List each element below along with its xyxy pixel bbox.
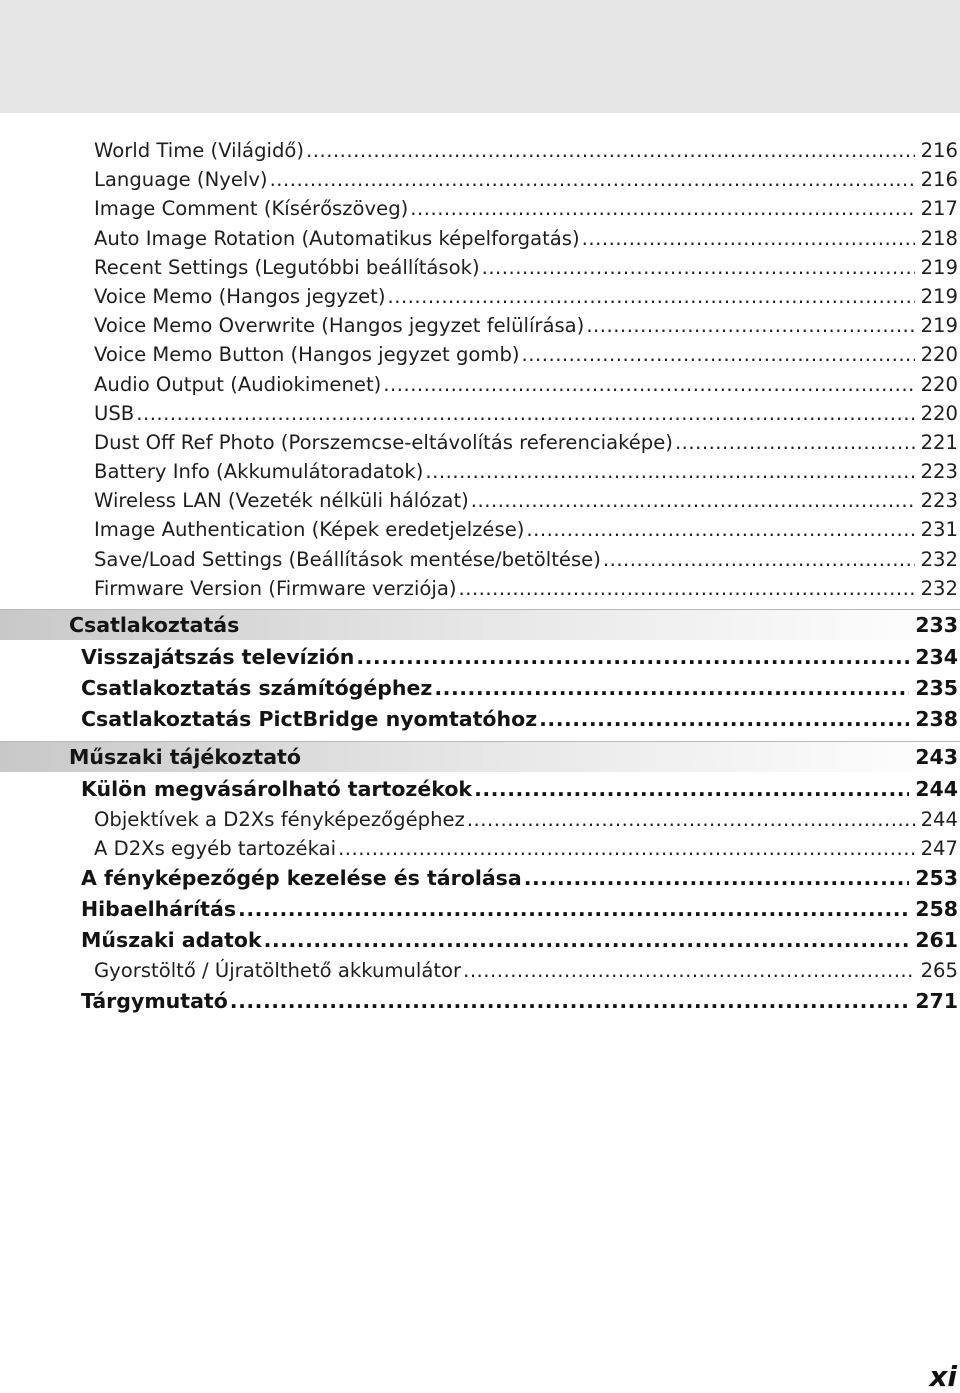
dot-leader [338, 834, 915, 863]
section-page-number: 243 [915, 745, 958, 769]
entry-title: Audio Output (Audiokimenet) [94, 372, 382, 396]
toc-entry-main[interactable] [0, 642, 960, 673]
toc-entry-sub[interactable] [0, 370, 960, 399]
toc-section-header[interactable] [0, 609, 960, 640]
dot-leader [539, 704, 909, 735]
section-page-number: 233 [915, 613, 958, 637]
toc-entry-sub[interactable] [0, 834, 960, 863]
entry-title: Voice Memo (Hangos jegyzet) [94, 284, 386, 308]
entry-title: Csatlakoztatás számítógéphez [81, 676, 433, 700]
entry-title: Language (Nyelv) [94, 168, 268, 192]
entry-page-number: 223 [920, 460, 958, 484]
page-header-band [0, 0, 960, 113]
entry-page-number: 219 [920, 314, 958, 338]
entry-page-number: 219 [920, 284, 958, 308]
dot-leader [463, 956, 915, 985]
entry-title: Auto Image Rotation (Automatikus képelforgatás) [94, 226, 580, 250]
toc-entry-sub[interactable] [0, 340, 960, 369]
entry-title: Firmware Version (Firmware verziója) [94, 576, 457, 600]
toc-entry-sub[interactable] [0, 282, 960, 311]
entry-title: Battery Info (Akkumulátoradatok) [94, 460, 424, 484]
entry-title: World Time (Világidő) [94, 139, 305, 162]
dot-leader [586, 311, 914, 340]
dot-leader [459, 574, 915, 603]
table-of-contents [0, 136, 960, 1017]
toc-entry-sub[interactable] [0, 457, 960, 486]
toc-entry-sub[interactable] [0, 805, 960, 834]
entry-page-number: 247 [920, 837, 958, 861]
entry-title: Recent Settings (Legutóbbi beállítások) [94, 255, 480, 279]
dot-leader [136, 399, 914, 428]
toc-entry-sub[interactable] [0, 545, 960, 574]
entry-page-number: 244 [915, 777, 958, 801]
entry-page-number: 219 [920, 255, 958, 279]
dot-leader [467, 805, 915, 834]
entry-title: Műszaki adatok [81, 928, 262, 953]
entry-title: Dust Off Ref Photo (Porszemcse-eltávolítás referenciaképe) [94, 430, 673, 454]
entry-title: A D2Xs egyéb tartozékai [94, 837, 337, 861]
toc-entry-sub[interactable] [0, 136, 960, 165]
toc-entry-main[interactable] [0, 863, 960, 894]
toc-entry-sub[interactable] [0, 194, 960, 223]
dot-leader [230, 986, 909, 1017]
entry-page-number: 235 [915, 676, 958, 700]
toc-entry-sub[interactable] [0, 428, 960, 457]
section-title: Csatlakoztatás [69, 613, 240, 637]
dot-leader [383, 370, 914, 399]
dot-leader [526, 515, 914, 544]
page-number: xi [929, 1360, 957, 1393]
entry-page-number: 253 [915, 866, 958, 891]
dot-leader [270, 165, 915, 194]
dot-leader [356, 642, 909, 673]
toc-entry-sub[interactable] [0, 399, 960, 428]
entry-page-number: 265 [920, 959, 958, 983]
entry-title: Csatlakoztatás PictBridge nyomtatóhoz [81, 707, 538, 731]
toc-entry-sub[interactable] [0, 574, 960, 603]
entry-page-number: 244 [920, 808, 958, 831]
dot-leader [306, 136, 915, 165]
entry-page-number: 238 [915, 707, 958, 731]
entry-title: USB [94, 401, 135, 425]
dot-leader [388, 282, 915, 311]
dot-leader [434, 673, 909, 704]
entry-page-number: 216 [920, 168, 958, 192]
dot-leader [471, 486, 915, 515]
entry-page-number: 221 [920, 430, 958, 454]
entry-title: Tárgymutató [81, 988, 228, 1013]
entry-page-number: 220 [920, 372, 958, 396]
entry-page-number: 232 [920, 547, 958, 571]
entry-page-number: 217 [920, 197, 958, 221]
entry-title: Voice Memo Overwrite (Hangos jegyzet felülírása) [94, 314, 585, 338]
toc-entry-main[interactable] [0, 986, 960, 1017]
dot-leader [675, 428, 915, 457]
toc-entry-sub[interactable] [0, 956, 960, 985]
entry-page-number: 220 [920, 401, 958, 425]
dot-leader [524, 863, 909, 894]
entry-title: Objektívek a D2Xs fényképezőgéphez [94, 808, 465, 831]
toc-entry-main[interactable] [0, 704, 960, 735]
toc-entry-sub[interactable] [0, 253, 960, 282]
entry-title: Image Authentication (Képek eredetjelzése) [94, 518, 525, 542]
entry-title: Save/Load Settings (Beállítások mentése/betöltése) [94, 547, 601, 571]
entry-page-number: 234 [915, 645, 958, 669]
dot-leader [522, 340, 915, 369]
entry-page-number: 271 [915, 988, 958, 1013]
entry-page-number: 218 [920, 226, 958, 250]
entry-title: A fényképezőgép kezelése és tárolása [81, 866, 522, 891]
entry-page-number: 223 [920, 489, 958, 513]
dot-leader [582, 224, 915, 253]
entry-page-number: 232 [920, 576, 958, 600]
toc-entry-main[interactable] [0, 774, 960, 805]
entry-title: Wireless LAN (Vezeték nélküli hálózat) [94, 489, 469, 513]
dot-leader [425, 457, 914, 486]
entry-title: Image Comment (Kísérőszöveg) [94, 197, 409, 221]
dot-leader [603, 545, 915, 574]
entry-title: Gyorstöltő / Újratölthető akkumulátor [94, 959, 462, 983]
dot-leader [474, 774, 909, 805]
toc-entry-sub[interactable] [0, 224, 960, 253]
entry-page-number: 216 [920, 139, 958, 162]
entry-page-number: 261 [915, 928, 958, 953]
entry-title: Visszajátszás televízión [81, 645, 355, 669]
dot-leader [264, 925, 910, 956]
toc-entry-main[interactable] [0, 673, 960, 704]
dot-leader [482, 253, 915, 282]
toc-entry-main[interactable] [0, 925, 960, 956]
entry-title: Voice Memo Button (Hangos jegyzet gomb) [94, 343, 520, 367]
entry-page-number: 258 [915, 897, 958, 922]
toc-entry-sub[interactable] [0, 515, 960, 544]
toc-entry-main[interactable] [0, 894, 960, 925]
toc-section-header[interactable] [0, 741, 960, 772]
entry-page-number: 231 [920, 518, 958, 542]
toc-entry-sub[interactable] [0, 165, 960, 194]
section-title: Műszaki tájékoztató [69, 745, 301, 769]
dot-leader [410, 194, 914, 223]
entry-title: Hibaelhárítás [81, 897, 237, 922]
entry-title: Külön megvásárolható tartozékok [81, 777, 473, 801]
entry-page-number: 220 [920, 343, 958, 367]
dot-leader [238, 894, 909, 925]
toc-entry-sub[interactable] [0, 311, 960, 340]
toc-entry-sub[interactable] [0, 486, 960, 515]
